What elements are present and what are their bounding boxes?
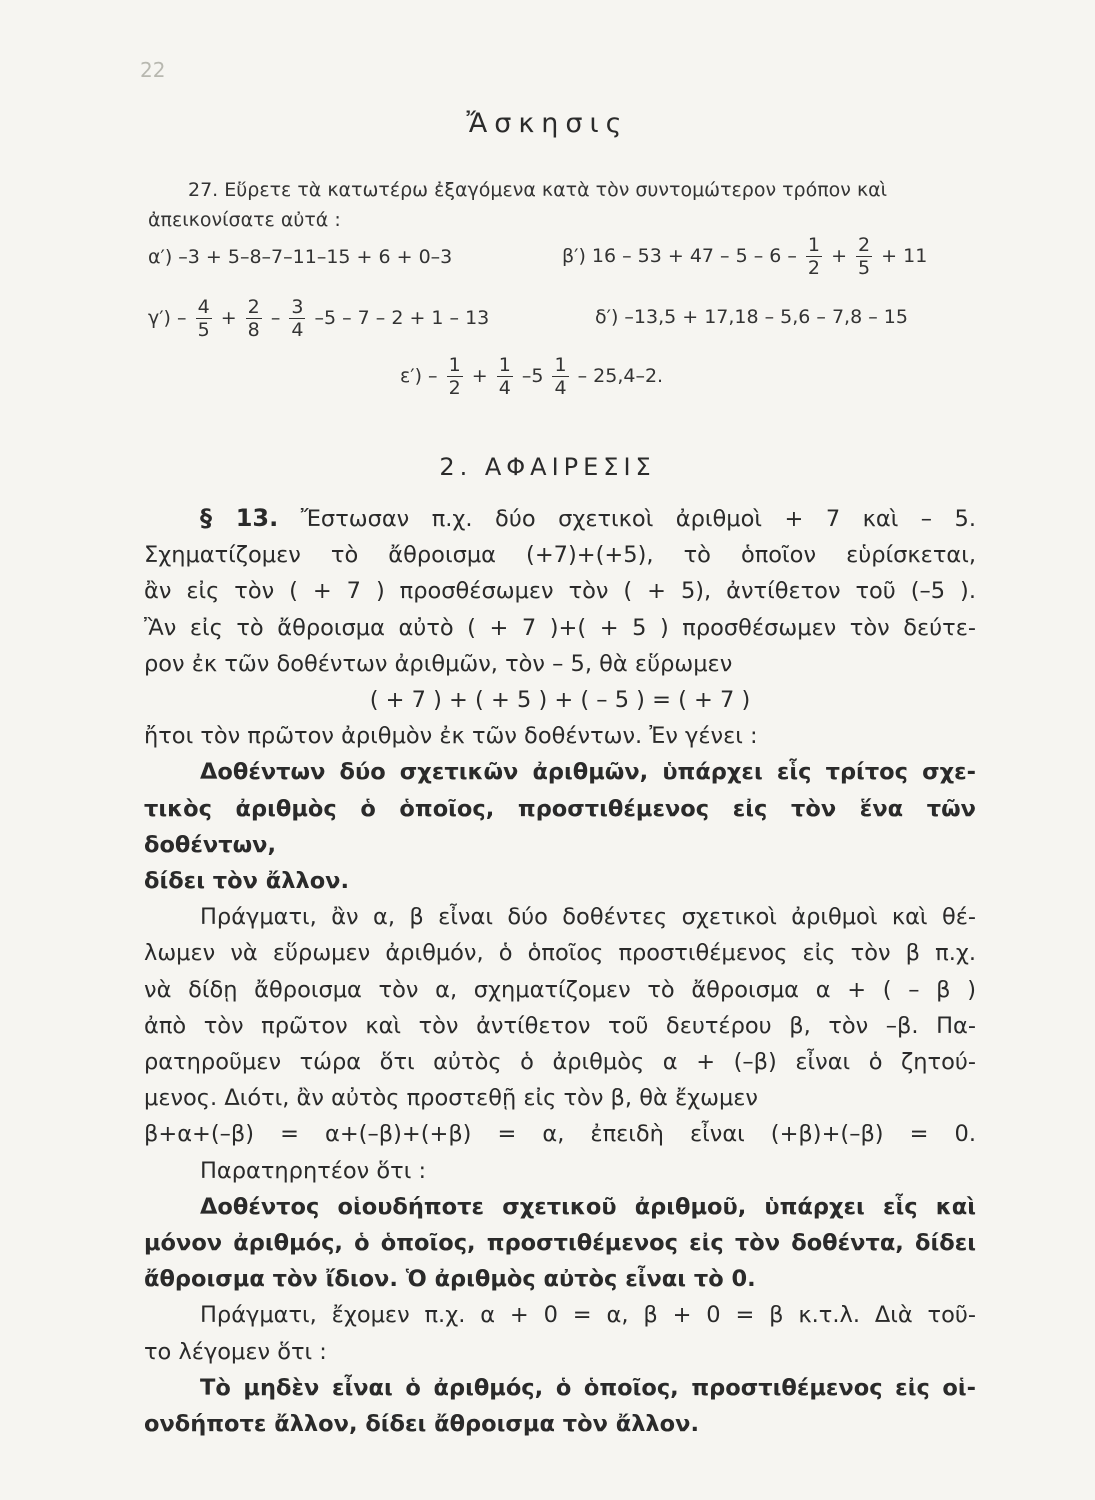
exercise-e-fraction-1: $\frac{1}{2}$	[448, 354, 461, 399]
exercise-c-op-1: +	[220, 307, 237, 329]
rule-2-line-1: Δοθέντος οἱουδήποτε σχετικοῦ ἀριθμοῦ, ὑπάρχει εἷς καὶ	[200, 1193, 976, 1220]
exercise-c-fraction-1: $\frac{4}{5}$	[197, 296, 210, 341]
exercise-c-fraction-2: $\frac{2}{8}$	[247, 296, 260, 341]
exercise-c-fraction-3: $\frac{3}{4}$	[291, 296, 304, 341]
exercise-a: α′) –3 + 5–8–7–11–15 + 6 + 0–3	[148, 246, 453, 268]
paragraph-2-line-4: ἀπὸ τὸν πρῶτον καὶ τὸν ἀντίθετον τοῦ δευτέρου β, τὸν –β. Πα-	[144, 1012, 976, 1039]
paragraph-2-line-1: Πράγματι, ἂν α, β εἶναι δύο δοθέντες σχετικοὶ ἀριθμοὶ καὶ θέ-	[200, 904, 976, 931]
exercise-e-fraction-3: $\frac{1}{4}$	[554, 354, 567, 399]
page-number: 22	[140, 58, 166, 82]
exercise-d: δ′) –13,5 + 17,18 – 5,6 – 7,8 – 15	[595, 306, 908, 328]
rule-3-line-1: Τὸ μηδὲν εἶναι ὁ ἀριθμός, ὁ ὁποῖος, προστιθέμενος εἰς οἱ-	[200, 1374, 976, 1401]
paragraph-1-line-2: Σχηματίζομεν τὸ ἄθροισμα (+7)+(+5), τὸ ὁποῖον εὑρίσκεται,	[144, 542, 976, 569]
paragraph-1-line-4: Ἂν εἰς τὸ ἄθροισμα αὐτὸ ( + 7 )+( + 5 ) προσθέσωμεν τὸν δεύτε-	[144, 614, 976, 641]
exercise-intro-line-1: 27. Εὕρετε τὰ κατωτέρω ἐξαγόμενα κατὰ τὸν συντομώτερον τρόπον καὶ	[188, 179, 888, 201]
exercise-b	[562, 234, 927, 279]
paragraph-1-line-3: ἂν εἰς τὸν ( + 7 ) προσθέσωμεν τὸν ( + 5), ἀντίθετον τοῦ (–5 ).	[144, 578, 976, 605]
rule-3-line-2: ονδήποτε ἄλλον, δίδει ἄθροισμα τὸν ἄλλον.	[144, 1411, 699, 1438]
exercise-e-post: – 25,4–2.	[577, 365, 664, 387]
exercise-intro	[148, 175, 968, 235]
exercise-b-fraction-1: $\frac{1}{2}$	[807, 234, 821, 279]
paragraph-1-line-5: ρον ἐκ τῶν δοθέντων ἀριθμῶν, τὸν – 5, θὰ εὕρωμεν	[144, 650, 733, 677]
exercise-b-post: + 11	[881, 245, 928, 267]
exercise-intro-line-2: ἀπεικονίσατε αὐτά :	[148, 209, 341, 231]
paragraph-1-line-1: § 13. Ἔστωσαν π.χ. δύο σχετικοὶ ἀριθμοὶ + 7 καὶ – 5.	[200, 504, 977, 532]
exercise-b-op: +	[831, 245, 847, 267]
exercise-b-pre: β′) 16 – 53 + 47 – 5 – 6 –	[562, 245, 797, 267]
rule-1-line-1: Δοθέντων δύο σχετικῶν ἀριθμῶν, ὑπάρχει εἷς τρίτος σχε-	[200, 759, 976, 786]
paragraph-4-line-2: το λέγομεν ὅτι :	[144, 1338, 327, 1365]
rule-2-line-3: ἄθροισμα τὸν ἴδιον. Ὁ ἀριθμὸς αὐτὸς εἶναι τὸ 0.	[144, 1266, 756, 1293]
exercise-title: Ἄσκησις	[466, 108, 629, 139]
exercise-e	[400, 354, 663, 399]
paragraph-2-line-5: ρατηροῦμεν τώρα ὅτι αὐτὸς ὁ ἀριθμὸς α + (–β) εἶναι ὁ ζητού-	[144, 1049, 976, 1076]
exercise-b-fraction-2: $\frac{2}{5}$	[858, 234, 871, 279]
exercise-e-pre: ε′) –	[400, 365, 438, 387]
rule-2-line-2: μόνον ἀριθμός, ὁ ὁποῖος, προστιθέμενος εἰς τὸν δοθέντα, δίδει	[144, 1230, 976, 1257]
equation-2: β+α+(–β) = α+(–β)+(+β) = α, ἐπειδὴ εἶναι (+β)+(–β) = 0.	[144, 1121, 976, 1148]
section-body	[144, 500, 976, 1442]
exercise-c	[148, 296, 489, 341]
exercise-e-mid: –5	[521, 365, 544, 387]
paragraph-2-line-2: λωμεν νὰ εὕρωμεν ἀριθμόν, ὁ ὁποῖος προστιθέμενος εἰς τὸν β π.χ.	[144, 940, 976, 967]
paragraph-3: Παρατηρητέον ὅτι :	[200, 1157, 427, 1184]
paragraph-2-line-6: μενος. Διότι, ἂν αὐτὸς προστεθῇ εἰς τὸν β, θὰ ἔχωμεν	[144, 1085, 758, 1112]
rule-1-line-2: τικὸς ἀριθμὸς ὁ ὁποῖος, προστιθέμενος εἰς τὸν ἕνα τῶν δοθέντων,	[144, 795, 976, 858]
paragraph-1-line-6: ἤτοι τὸν πρῶτον ἀριθμὸν ἐκ τῶν δοθέντων. Ἐν γένει :	[144, 723, 758, 750]
exercise-e-op: +	[471, 365, 488, 387]
exercise-c-pre: γ′) –	[148, 307, 187, 329]
exercise-c-op-2: –	[270, 307, 281, 329]
exercise-e-fraction-2: $\frac{1}{4}$	[498, 354, 511, 399]
equation-1: ( + 7 ) + ( + 5 ) + ( – 5 ) = ( + 7 )	[369, 687, 751, 714]
rule-1-line-3: δίδει τὸν ἄλλον.	[144, 868, 350, 895]
exercise-c-post: –5 – 7 – 2 + 1 – 13	[314, 307, 490, 329]
paragraph-2-line-3: νὰ δίδῃ ἄθροισμα τὸν α, σχηματίζομεν τὸ ἄθροισμα α + ( – β )	[144, 976, 976, 1003]
section-number: § 13.	[200, 504, 279, 532]
paragraph-4-line-1: Πράγματι, ἔχομεν π.χ. α + 0 = α, β + 0 = β κ.τ.λ. Διὰ τοῦ-	[200, 1302, 976, 1329]
section-title: 2. ΑΦΑΙΡΕΣΙΣ	[439, 453, 656, 481]
